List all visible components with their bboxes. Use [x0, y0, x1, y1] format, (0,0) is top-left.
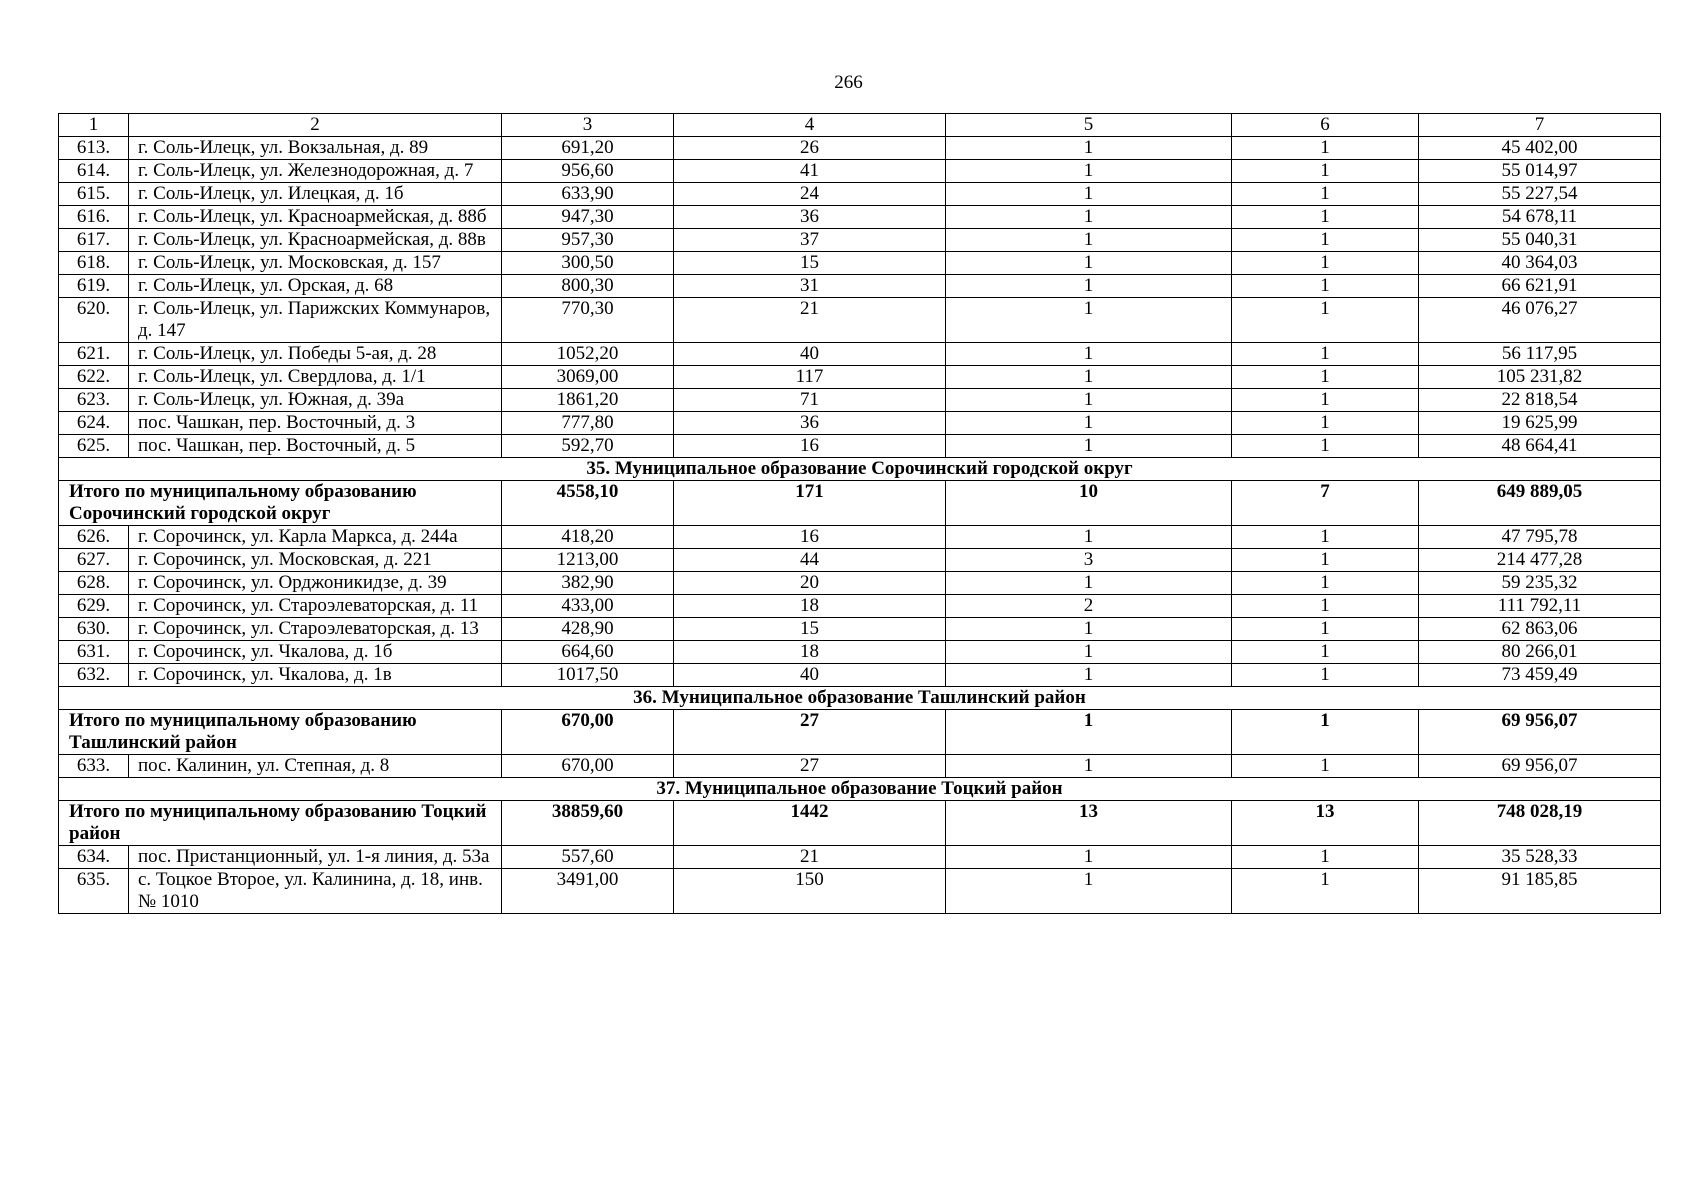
row-number-cell: 624.	[59, 412, 129, 435]
table-cell: 770,30	[502, 298, 674, 343]
row-number-cell: 626.	[59, 526, 129, 549]
table-cell: 66 621,91	[1419, 275, 1661, 298]
table-cell: 1	[946, 275, 1232, 298]
table-cell: 91 185,85	[1419, 869, 1661, 914]
table-cell: 15	[674, 618, 946, 641]
total-value: 1	[946, 710, 1232, 755]
address-cell: г. Сорочинск, ул. Староэлеваторская, д. 13	[129, 618, 502, 641]
table-cell: 15	[674, 252, 946, 275]
table-cell: 24	[674, 183, 946, 206]
table-cell: 18	[674, 641, 946, 664]
table-cell: 592,70	[502, 435, 674, 458]
table-cell: 1	[946, 412, 1232, 435]
table-cell: 1	[1232, 252, 1419, 275]
table-row	[59, 641, 1661, 664]
row-number-cell: 632.	[59, 664, 129, 687]
table-cell: 21	[674, 298, 946, 343]
table-row	[59, 366, 1661, 389]
table-cell: 36	[674, 412, 946, 435]
table-cell: 433,00	[502, 595, 674, 618]
table-cell: 1	[1232, 206, 1419, 229]
table-cell: 1	[1232, 412, 1419, 435]
table-cell: 1	[946, 618, 1232, 641]
table-cell: 55 040,31	[1419, 229, 1661, 252]
table-cell: 40 364,03	[1419, 252, 1661, 275]
table-cell: 45 402,00	[1419, 137, 1661, 160]
total-value: 13	[1232, 801, 1419, 846]
table-cell: 1	[1232, 435, 1419, 458]
table-cell: 27	[674, 755, 946, 778]
table-cell: 3069,00	[502, 366, 674, 389]
table-cell: 1	[1232, 572, 1419, 595]
address-cell: г. Соль-Илецк, ул. Железнодорожная, д. 7	[129, 160, 502, 183]
address-cell: пос. Калинин, ул. Степная, д. 8	[129, 755, 502, 778]
row-number-cell: 635.	[59, 869, 129, 914]
table-cell: 35 528,33	[1419, 846, 1661, 869]
table-row	[59, 389, 1661, 412]
total-value: 10	[946, 481, 1232, 526]
table-cell: 48 664,41	[1419, 435, 1661, 458]
table-row	[59, 252, 1661, 275]
column-header: 7	[1419, 114, 1661, 137]
row-number-cell: 613.	[59, 137, 129, 160]
address-cell: г. Соль-Илецк, ул. Вокзальная, д. 89	[129, 137, 502, 160]
table-cell: 1	[946, 206, 1232, 229]
table-cell: 428,90	[502, 618, 674, 641]
table-cell: 40	[674, 664, 946, 687]
section-row	[59, 458, 1661, 481]
table-cell: 2	[946, 595, 1232, 618]
table-cell: 1	[1232, 275, 1419, 298]
table-cell: 1	[1232, 229, 1419, 252]
table-cell: 1	[1232, 664, 1419, 687]
row-number-cell: 630.	[59, 618, 129, 641]
table-cell: 1	[1232, 618, 1419, 641]
table-cell: 36	[674, 206, 946, 229]
table-cell: 1	[1232, 160, 1419, 183]
total-label: Итого по муниципальному образованию Тоцкий район	[59, 801, 502, 846]
table-cell: 1	[946, 137, 1232, 160]
table-cell: 1	[946, 389, 1232, 412]
row-number-cell: 633.	[59, 755, 129, 778]
table-cell: 31	[674, 275, 946, 298]
table-row	[59, 755, 1661, 778]
row-number-cell: 623.	[59, 389, 129, 412]
table-cell: 1	[946, 343, 1232, 366]
row-number-cell: 618.	[59, 252, 129, 275]
table-cell: 73 459,49	[1419, 664, 1661, 687]
table-cell: 16	[674, 526, 946, 549]
table-row	[59, 412, 1661, 435]
table-cell: 1	[946, 846, 1232, 869]
table-cell: 40	[674, 343, 946, 366]
table-cell: 41	[674, 160, 946, 183]
table-cell: 56 117,95	[1419, 343, 1661, 366]
row-number-cell: 622.	[59, 366, 129, 389]
table-cell: 557,60	[502, 846, 674, 869]
total-value: 748 028,19	[1419, 801, 1661, 846]
table-row	[59, 229, 1661, 252]
table-row	[59, 572, 1661, 595]
table-cell: 54 678,11	[1419, 206, 1661, 229]
table-cell: 1	[946, 869, 1232, 914]
row-number-cell: 621.	[59, 343, 129, 366]
column-header: 4	[674, 114, 946, 137]
table-cell: 1	[946, 298, 1232, 343]
row-number-cell: 620.	[59, 298, 129, 343]
table-cell: 777,80	[502, 412, 674, 435]
address-cell: пос. Чашкан, пер. Восточный, д. 5	[129, 435, 502, 458]
table-cell: 1	[1232, 366, 1419, 389]
table-row	[59, 664, 1661, 687]
table-cell: 300,50	[502, 252, 674, 275]
address-cell: г. Соль-Илецк, ул. Красноармейская, д. 88в	[129, 229, 502, 252]
table-cell: 59 235,32	[1419, 572, 1661, 595]
table-cell: 16	[674, 435, 946, 458]
table-cell: 691,20	[502, 137, 674, 160]
address-cell: г. Сорочинск, ул. Чкалова, д. 1б	[129, 641, 502, 664]
address-cell: г. Соль-Илецк, ул. Победы 5-ая, д. 28	[129, 343, 502, 366]
table-row	[59, 206, 1661, 229]
total-value: 27	[674, 710, 946, 755]
table-cell: 633,90	[502, 183, 674, 206]
table-cell: 947,30	[502, 206, 674, 229]
section-row	[59, 778, 1661, 801]
table-row	[59, 618, 1661, 641]
table-cell: 1	[946, 229, 1232, 252]
table-cell: 71	[674, 389, 946, 412]
total-value: 670,00	[502, 710, 674, 755]
column-header: 5	[946, 114, 1232, 137]
total-row	[59, 801, 1661, 846]
table-cell: 111 792,11	[1419, 595, 1661, 618]
address-cell: г. Сорочинск, ул. Карла Маркса, д. 244а	[129, 526, 502, 549]
table-cell: 800,30	[502, 275, 674, 298]
section-row	[59, 687, 1661, 710]
row-number-cell: 619.	[59, 275, 129, 298]
table-cell: 1052,20	[502, 343, 674, 366]
table-cell: 18	[674, 595, 946, 618]
section-title: 35. Муниципальное образование Сорочинский городской округ	[59, 458, 1661, 481]
table-cell: 26	[674, 137, 946, 160]
address-cell: пос. Чашкан, пер. Восточный, д. 3	[129, 412, 502, 435]
table-cell: 20	[674, 572, 946, 595]
table-cell: 956,60	[502, 160, 674, 183]
table-row	[59, 183, 1661, 206]
table-cell: 117	[674, 366, 946, 389]
row-number-cell: 616.	[59, 206, 129, 229]
address-cell: с. Тоцкое Второе, ул. Калинина, д. 18, инв. № 1010	[129, 869, 502, 914]
table-cell: 1	[946, 160, 1232, 183]
column-header: 3	[502, 114, 674, 137]
data-table	[58, 113, 1661, 914]
table-cell: 69 956,07	[1419, 755, 1661, 778]
total-value: 649 889,05	[1419, 481, 1661, 526]
total-value: 171	[674, 481, 946, 526]
row-number-cell: 617.	[59, 229, 129, 252]
column-header: 1	[59, 114, 129, 137]
table-cell: 1	[946, 572, 1232, 595]
total-value: 1	[1232, 710, 1419, 755]
row-number-cell: 629.	[59, 595, 129, 618]
table-cell: 1	[946, 435, 1232, 458]
table-cell: 1	[1232, 755, 1419, 778]
table-cell: 44	[674, 549, 946, 572]
table-cell: 62 863,06	[1419, 618, 1661, 641]
table-row	[59, 298, 1661, 343]
row-number-cell: 625.	[59, 435, 129, 458]
table-cell: 1861,20	[502, 389, 674, 412]
table-cell: 1	[1232, 137, 1419, 160]
section-title: 37. Муниципальное образование Тоцкий район	[59, 778, 1661, 801]
table-cell: 22 818,54	[1419, 389, 1661, 412]
total-value: 4558,10	[502, 481, 674, 526]
address-cell: г. Соль-Илецк, ул. Илецкая, д. 1б	[129, 183, 502, 206]
row-number-cell: 627.	[59, 549, 129, 572]
table-cell: 47 795,78	[1419, 526, 1661, 549]
table-cell: 214 477,28	[1419, 549, 1661, 572]
table-cell: 1	[946, 526, 1232, 549]
total-value: 13	[946, 801, 1232, 846]
total-label: Итого по муниципальному образованию Ташлинский район	[59, 710, 502, 755]
table-cell: 957,30	[502, 229, 674, 252]
total-row	[59, 710, 1661, 755]
table-cell: 55 014,97	[1419, 160, 1661, 183]
address-cell: г. Соль-Илецк, ул. Орская, д. 68	[129, 275, 502, 298]
table-cell: 1	[946, 183, 1232, 206]
table-cell: 150	[674, 869, 946, 914]
table-row	[59, 549, 1661, 572]
table-cell: 3491,00	[502, 869, 674, 914]
table-cell: 55 227,54	[1419, 183, 1661, 206]
table-cell: 382,90	[502, 572, 674, 595]
address-cell: г. Соль-Илецк, ул. Свердлова, д. 1/1	[129, 366, 502, 389]
table-cell: 670,00	[502, 755, 674, 778]
table-cell: 1	[946, 755, 1232, 778]
row-number-cell: 628.	[59, 572, 129, 595]
section-title: 36. Муниципальное образование Ташлинский район	[59, 687, 1661, 710]
table-cell: 1	[946, 664, 1232, 687]
table-row	[59, 526, 1661, 549]
table-cell: 1	[946, 252, 1232, 275]
page-number: 266	[834, 72, 863, 93]
total-value: 69 956,07	[1419, 710, 1661, 755]
table-cell: 1	[946, 641, 1232, 664]
address-cell: г. Соль-Илецк, ул. Парижских Коммунаров, д. 147	[129, 298, 502, 343]
total-row	[59, 481, 1661, 526]
total-value: 1442	[674, 801, 946, 846]
table-cell: 21	[674, 846, 946, 869]
address-cell: пос. Пристанционный, ул. 1-я линия, д. 53а	[129, 846, 502, 869]
address-cell: г. Сорочинск, ул. Староэлеваторская, д. 11	[129, 595, 502, 618]
table-cell: 1	[1232, 641, 1419, 664]
table-cell: 37	[674, 229, 946, 252]
table-cell: 1213,00	[502, 549, 674, 572]
column-header: 2	[129, 114, 502, 137]
table-cell: 1	[1232, 298, 1419, 343]
table-cell: 664,60	[502, 641, 674, 664]
address-cell: г. Соль-Илецк, ул. Московская, д. 157	[129, 252, 502, 275]
table-row	[59, 160, 1661, 183]
table-cell: 1	[1232, 389, 1419, 412]
table-cell: 105 231,82	[1419, 366, 1661, 389]
table-row	[59, 275, 1661, 298]
table-cell: 1	[946, 366, 1232, 389]
row-number-cell: 615.	[59, 183, 129, 206]
row-number-cell: 631.	[59, 641, 129, 664]
table-cell: 1	[1232, 526, 1419, 549]
table-cell: 1	[1232, 183, 1419, 206]
table-row	[59, 595, 1661, 618]
row-number-cell: 634.	[59, 846, 129, 869]
address-cell: г. Сорочинск, ул. Московская, д. 221	[129, 549, 502, 572]
header-row	[59, 114, 1661, 137]
table-row	[59, 137, 1661, 160]
table-row	[59, 343, 1661, 366]
table-row	[59, 869, 1661, 914]
row-number-cell: 614.	[59, 160, 129, 183]
address-cell: г. Сорочинск, ул. Орджоникидзе, д. 39	[129, 572, 502, 595]
address-cell: г. Соль-Илецк, ул. Южная, д. 39а	[129, 389, 502, 412]
total-value: 7	[1232, 481, 1419, 526]
table-cell: 19 625,99	[1419, 412, 1661, 435]
table-cell: 80 266,01	[1419, 641, 1661, 664]
table-cell: 1	[1232, 595, 1419, 618]
table-cell: 1	[1232, 343, 1419, 366]
table-row	[59, 846, 1661, 869]
table-cell: 1	[1232, 846, 1419, 869]
table-cell: 418,20	[502, 526, 674, 549]
table-cell: 1	[1232, 869, 1419, 914]
address-cell: г. Сорочинск, ул. Чкалова, д. 1в	[129, 664, 502, 687]
total-value: 38859,60	[502, 801, 674, 846]
address-cell: г. Соль-Илецк, ул. Красноармейская, д. 88б	[129, 206, 502, 229]
total-label: Итого по муниципальному образованию Сорочинский городской округ	[59, 481, 502, 526]
column-header: 6	[1232, 114, 1419, 137]
table-row	[59, 435, 1661, 458]
table-cell: 3	[946, 549, 1232, 572]
table-cell: 1017,50	[502, 664, 674, 687]
table-cell: 1	[1232, 549, 1419, 572]
table-cell: 46 076,27	[1419, 298, 1661, 343]
